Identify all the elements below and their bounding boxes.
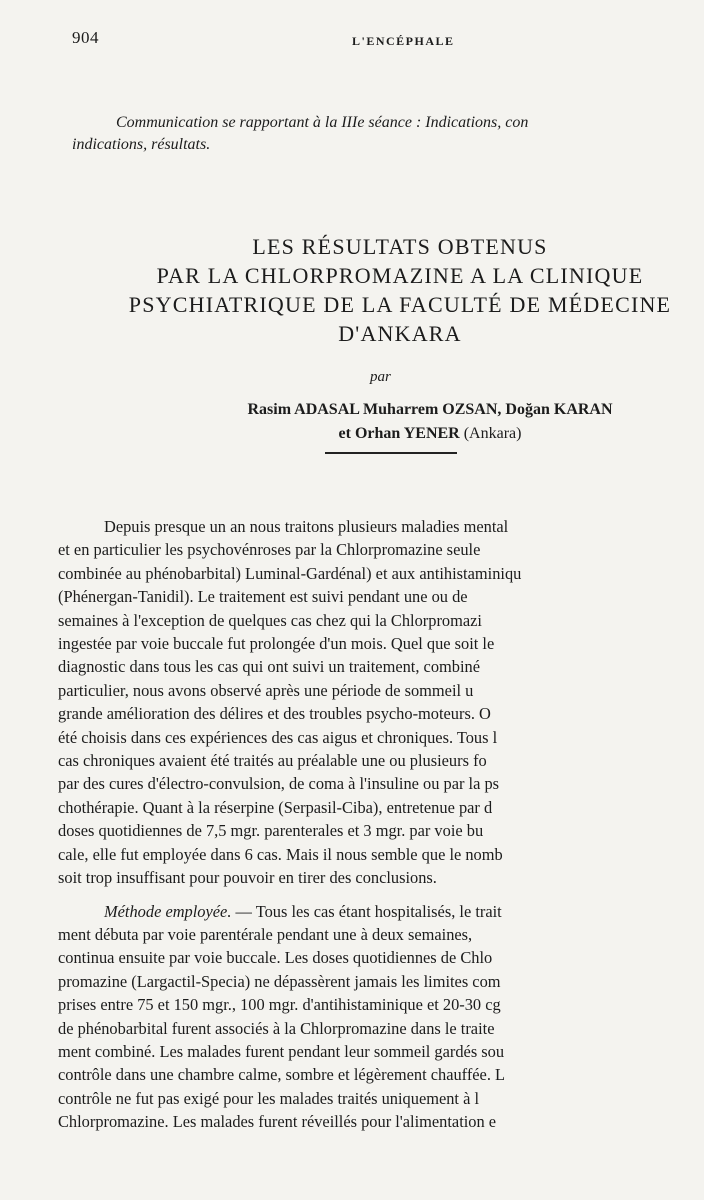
body-line: cale, elle fut employée dans 6 cas. Mais il nous semble que le nomb (58, 844, 503, 864)
body-line: contrôle ne fut pas exigé pour les malades traités uniquement à l (58, 1088, 480, 1108)
title-divider (325, 452, 457, 454)
body-line: ment débuta par voie parentérale pendant une à deux semaines, (58, 924, 473, 944)
communication-note (72, 112, 704, 156)
title-line: PSYCHIATRIQUE DE LA FACULTÉ DE MÉDECINE (128, 292, 672, 317)
title-line: LES RÉSULTATS OBTENUS (252, 234, 548, 259)
section-lead: Méthode employée. (104, 901, 232, 921)
body-line: (Phénergan-Tanidil). Le traitement est suivi pendant une ou de (58, 587, 468, 607)
body-line: par des cures d'électro-convulsion, de coma à l'insuline ou par la ps (58, 774, 500, 794)
communication-line: Communication se rapportant à la IIIe séance : Indications, con (116, 114, 529, 131)
page-number: 904 (72, 28, 99, 47)
author-names: et Orhan YENER (338, 425, 460, 442)
body-line: doses quotidiennes de 7,5 mgr. parenterales et 3 mgr. par voie bu (58, 821, 484, 841)
title-line: PAR LA CHLORPROMAZINE A LA CLINIQUE (156, 263, 644, 288)
author-line (100, 422, 704, 446)
communication-line: indications, résultats. (72, 136, 211, 153)
body-line: semaines à l'exception de quelques cas chez qui la Chlorpromazi (58, 610, 482, 630)
body-line: grande amélioration des délires et des troubles psycho-moteurs. O (58, 704, 491, 724)
body-line: diagnostic dans tous les cas qui ont suivi un traitement, combiné (58, 657, 480, 677)
body-line: promazine (Largactil-Specia) ne dépassèrent jamais les limites com (58, 971, 501, 991)
body-line: ment combiné. Les malades furent pendant leur sommeil gardés sou (58, 1041, 505, 1061)
body-line: de phénobarbital furent associés à la Chlorpromazine dans le traite (58, 1018, 495, 1038)
body-line: cas chroniques avaient été traités au préalable une ou plusieurs fo (58, 751, 487, 771)
body-line: Chlorpromazine. Les malades furent réveillés pour l'alimentation e (58, 1112, 497, 1132)
byline-par: par (370, 369, 391, 385)
body-line: soit trop insuffisant pour pouvoir en tirer des conclusions. (58, 868, 437, 888)
body-line: combinée au phénobarbital) Luminal-Gardénal) et aux antihistaminiqu (58, 563, 522, 583)
body-line: contrôle dans une chambre calme, sombre et légèrement chauffée. L (58, 1065, 506, 1085)
title-line: D'ANKARA (338, 321, 462, 346)
body-line (58, 900, 704, 923)
body-line: continua ensuite par voie buccale. Les doses quotidiennes de Chlo (58, 948, 493, 968)
body-line: particulier, nous avons observé après une période de sommeil u (58, 680, 474, 700)
author-location: (Ankara) (463, 425, 522, 442)
body-line: été choisis dans ces expériences des cas aigus et chroniques. Tous l (58, 727, 498, 747)
body-line-rest: — Tous les cas étant hospitalisés, le trait (231, 901, 502, 921)
author-list (100, 398, 704, 446)
article-title (60, 232, 704, 348)
article-body (58, 515, 704, 1134)
body-line: et en particulier les psychovénroses par la Chlorpromazine seule (58, 540, 481, 560)
body-line: prises entre 75 et 150 mgr., 100 mgr. d'antihistaminique et 20-30 cg (58, 995, 501, 1015)
body-line: ingestée par voie buccale fut prolongée d'un mois. Quel que soit le (58, 634, 495, 654)
body-line: Depuis presque un an nous traitons plusieurs maladies mental (104, 517, 509, 536)
running-head: L'ENCÉPHALE (352, 34, 455, 48)
body-line: chothérapie. Quant à la réserpine (Serpasil-Ciba), entretenue par d (58, 797, 493, 817)
author-line: Rasim ADASAL Muharrem OZSAN, Doğan KARAN (247, 401, 613, 418)
